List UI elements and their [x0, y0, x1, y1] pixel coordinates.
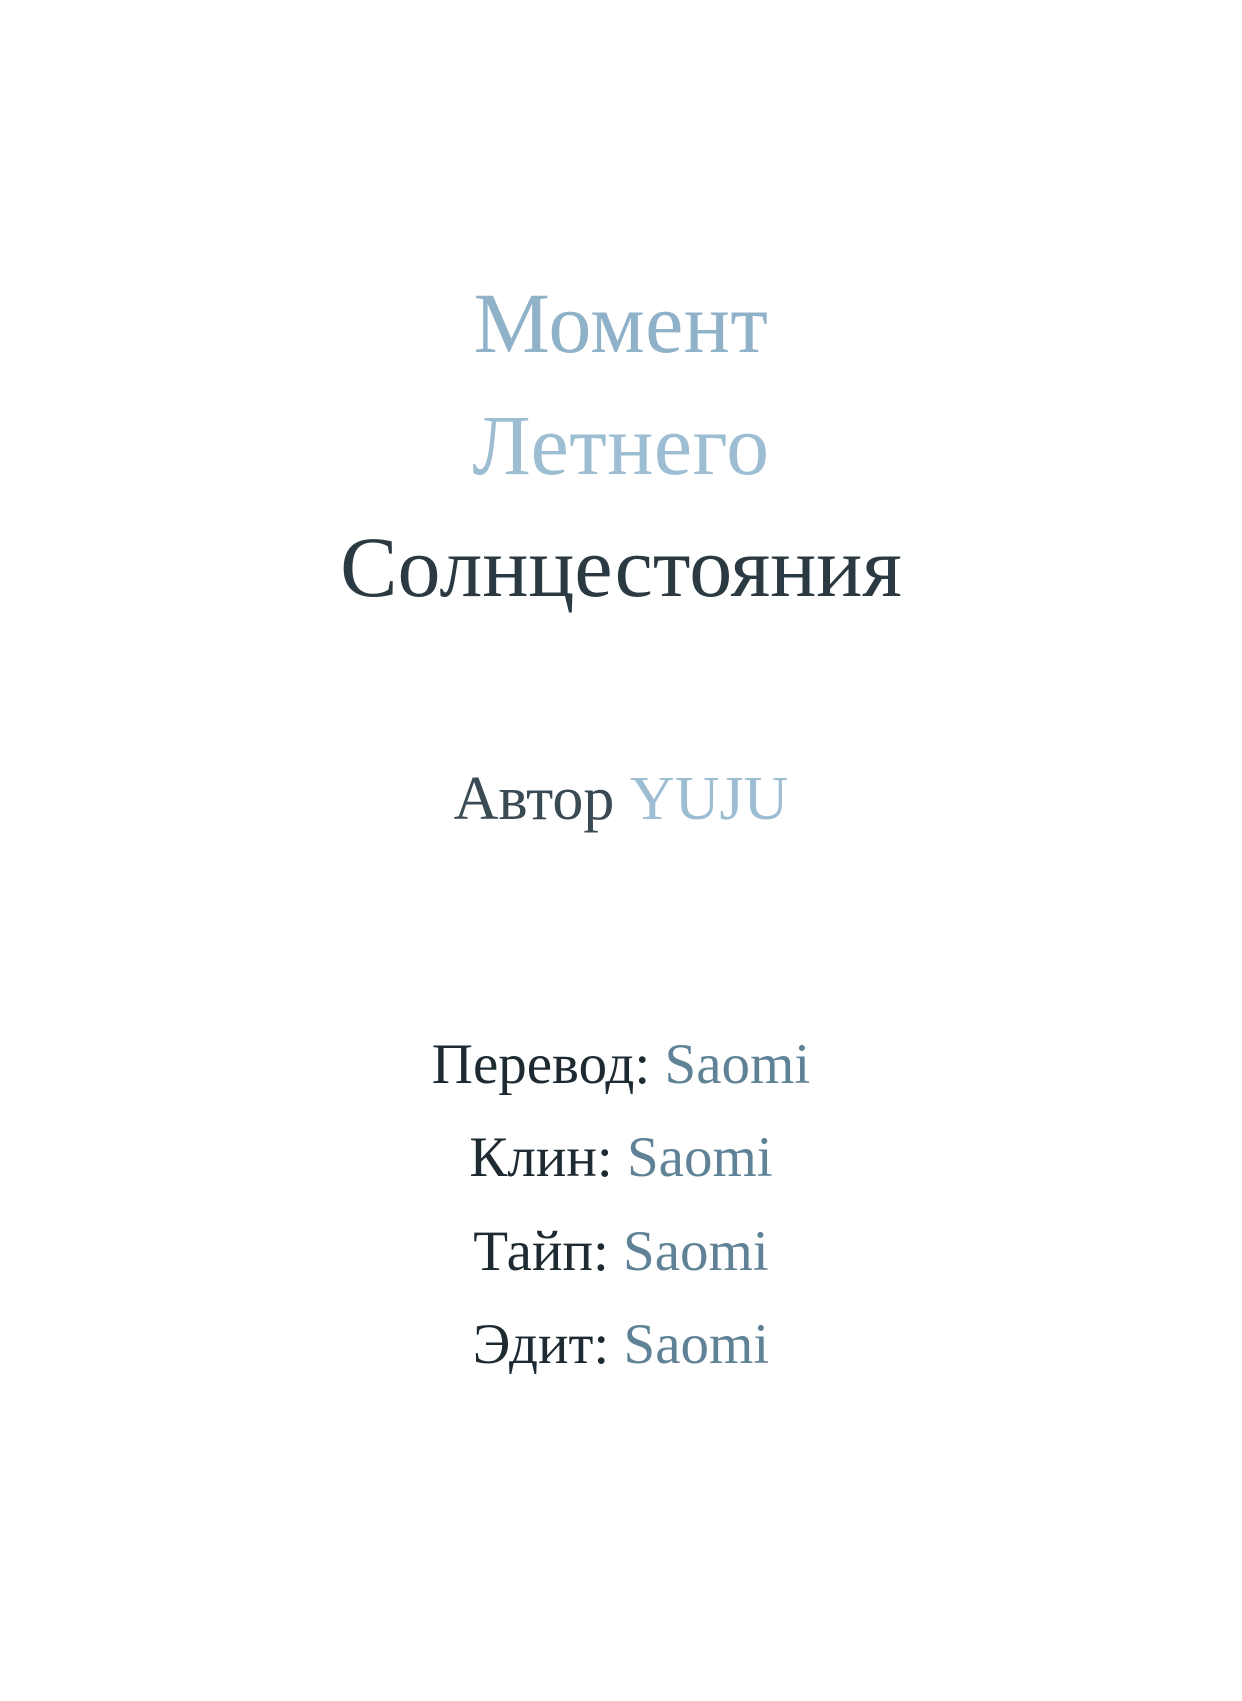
- credit-name: Saomi: [623, 1219, 769, 1283]
- author-label: Автор: [453, 765, 615, 833]
- title-line-3: Солнцестояния: [340, 518, 902, 615]
- credit-row: [0, 1018, 1242, 1111]
- credit-row: [0, 1111, 1242, 1204]
- title-line-1: Момент: [473, 275, 769, 371]
- credit-role: Клин:: [469, 1126, 613, 1190]
- credit-role: Эдит:: [472, 1313, 610, 1377]
- title-block: [0, 268, 1242, 623]
- title-line-2: Летнего: [472, 396, 770, 493]
- author-line: [0, 762, 1242, 836]
- credit-name: Saomi: [626, 1126, 773, 1190]
- credits-block: [0, 1018, 1242, 1392]
- credit-row: [0, 1205, 1242, 1298]
- credit-name: Saomi: [664, 1033, 811, 1096]
- credit-name: Saomi: [623, 1313, 770, 1377]
- credit-role: Тайп:: [473, 1219, 609, 1283]
- author-name: YUJU: [629, 765, 789, 833]
- credit-row: [0, 1298, 1242, 1391]
- credit-role: Перевод:: [431, 1033, 651, 1096]
